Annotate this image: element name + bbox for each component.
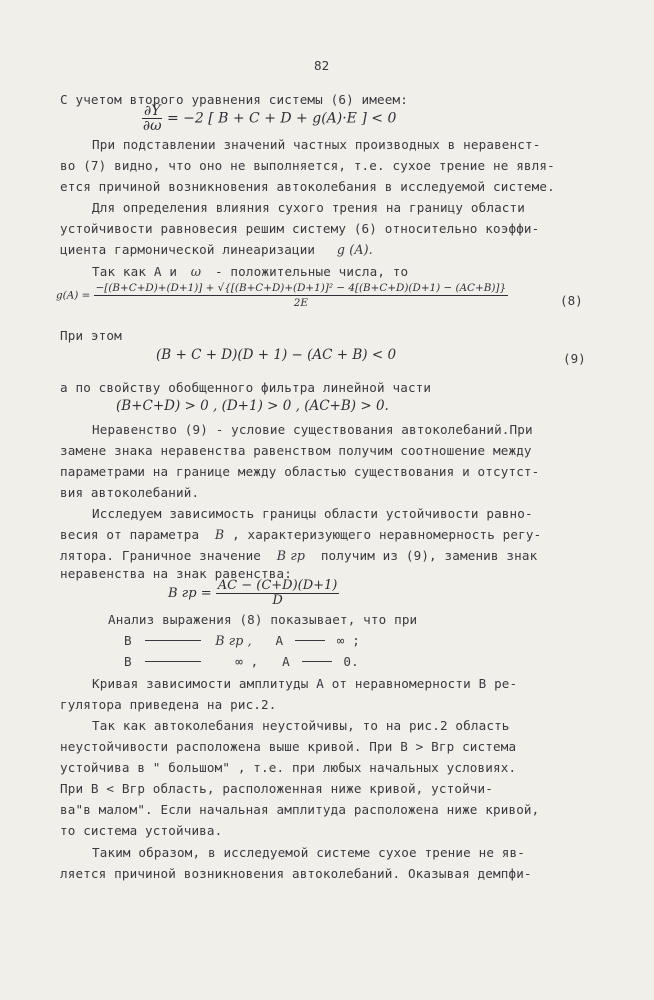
b-symbol: B xyxy=(214,527,225,542)
limit-row-2 xyxy=(124,654,604,670)
text-line: ляется причиной возникновения автоколебаний. Оказывая демпфи- xyxy=(60,866,532,881)
limit-a: A xyxy=(275,633,284,648)
arrow-icon xyxy=(145,661,201,662)
text-line: ва"в малом". Если начальная амплитуда расположена ниже кривой, xyxy=(60,802,540,817)
text-line: неравенства на знак равенства: xyxy=(60,566,292,581)
text-line: устойчивости равновесия решим систему (6) относительно коэффи- xyxy=(60,221,540,236)
text-line: Исследуем зависимость границы области устойчивости равно- xyxy=(92,506,533,521)
arrow-icon xyxy=(295,640,325,641)
text-line xyxy=(60,548,604,564)
text-line: Таким образом, в исследуемой системе сухое трение не яв- xyxy=(92,845,525,860)
partial-denominator: ∂ω xyxy=(142,118,162,134)
page-number: 82 xyxy=(314,58,330,73)
text-line: Анализ выражения (8) показывает, что при xyxy=(108,612,418,627)
g-numerator: −[(B+C+D)+(D+1)] + √{[(B+C+D)+(D+1)]² − 4[(B+C+D)(D+1) − (AC+B)]} xyxy=(95,282,507,294)
b-boundary-symbol: B гр xyxy=(276,548,306,563)
text-line: С учетом второго уравнения системы (6) имеем: xyxy=(60,92,408,107)
text-line xyxy=(60,242,604,258)
text-line: гулятора приведена на рис.2. xyxy=(60,697,277,712)
arrow-icon xyxy=(302,661,332,662)
text-line: во (7) видно, что оно не выполняется, т.е. сухое трение не явля- xyxy=(60,158,555,173)
text-line: а по свойству обобщенного фильтра линейной части xyxy=(60,380,432,395)
text-line: При B < Bгр область, расположенная ниже кривой, устойчи- xyxy=(60,781,493,796)
limit-target: 0. xyxy=(343,654,359,669)
limit-target: ∞ ; xyxy=(336,633,360,648)
text-fragment: - положительные числа, то xyxy=(214,264,409,279)
text-line xyxy=(60,527,604,543)
text-line: устойчива в " большом" , т.е. при любых начальных условиях. xyxy=(60,760,517,775)
text-fragment: лятора. Граничное значение xyxy=(60,548,262,563)
limit-b: B xyxy=(124,654,132,669)
text-line: вия автоколебаний. xyxy=(60,485,200,500)
text-fragment: весия от параметра xyxy=(60,527,200,542)
text-line: неустойчивости расположена выше кривой. При B > Bгр система xyxy=(60,739,517,754)
omega-symbol: ω xyxy=(190,264,202,279)
limit-b: B xyxy=(124,633,132,648)
equation-number-8: (8) xyxy=(560,293,583,308)
bgr-numerator: AC − (C+D)(D+1) xyxy=(217,578,338,593)
text-line: Неравенство (9) - условие существования автоколебаний.При xyxy=(92,422,533,437)
text-fragment: , характеризующего неравномерность регу- xyxy=(232,527,542,542)
text-line: то система устойчива. xyxy=(60,823,223,838)
limit-target: B гр , xyxy=(215,633,252,648)
text-line: Так как автоколебания неустойчивы, то на рис.2 область xyxy=(92,718,510,733)
bgr-denominator: D xyxy=(272,593,283,608)
text-line: При этом xyxy=(60,328,122,343)
text-line: Кривая зависимости амплитуды A от неравномерности B ре- xyxy=(92,676,518,691)
partial-numerator: ∂Y xyxy=(144,103,161,119)
g-denominator: 2E xyxy=(293,297,308,309)
limit-a: A xyxy=(282,654,290,669)
g-formula xyxy=(56,281,508,310)
text-line: замене знака неравенства равенством получим соотношение между xyxy=(60,443,532,458)
text-line: параметрами на границе между областью существования и отсутст- xyxy=(60,464,540,479)
limit-row-1 xyxy=(124,633,604,649)
partial-rhs: = −2 [ B + C + D + g(A)·E ] < 0 xyxy=(166,110,397,127)
arrow-icon xyxy=(145,640,201,641)
equation-number-9: (9) xyxy=(563,351,586,366)
text-line: При подставлении значений частных производных в неравенст- xyxy=(92,137,541,152)
g-lhs: g(A) = xyxy=(56,289,91,302)
text-line: ется причиной возникновения автоколебания в исследуемой системе. xyxy=(60,179,555,194)
bgr-lhs: B гр = xyxy=(168,586,212,601)
limit-target: ∞ , xyxy=(235,654,259,669)
inequality-9: (B + C + D)(D + 1) − (AC + B) < 0 xyxy=(156,347,397,363)
text-line xyxy=(92,264,604,280)
text-line: Для определения влияния сухого трения на границу области xyxy=(92,200,525,215)
text-fragment: Так как A и xyxy=(92,264,178,279)
text-fragment: получим из (9), заменив знак xyxy=(320,548,538,563)
filter-conditions: (B+C+D) > 0 , (D+1) > 0 , (AC+B) > 0. xyxy=(116,398,389,414)
partial-derivative-formula xyxy=(142,104,396,133)
g-of-a: g (A). xyxy=(336,242,373,257)
text-fragment: циента гармонической линеаризации xyxy=(60,242,316,257)
b-boundary-formula xyxy=(168,579,339,608)
